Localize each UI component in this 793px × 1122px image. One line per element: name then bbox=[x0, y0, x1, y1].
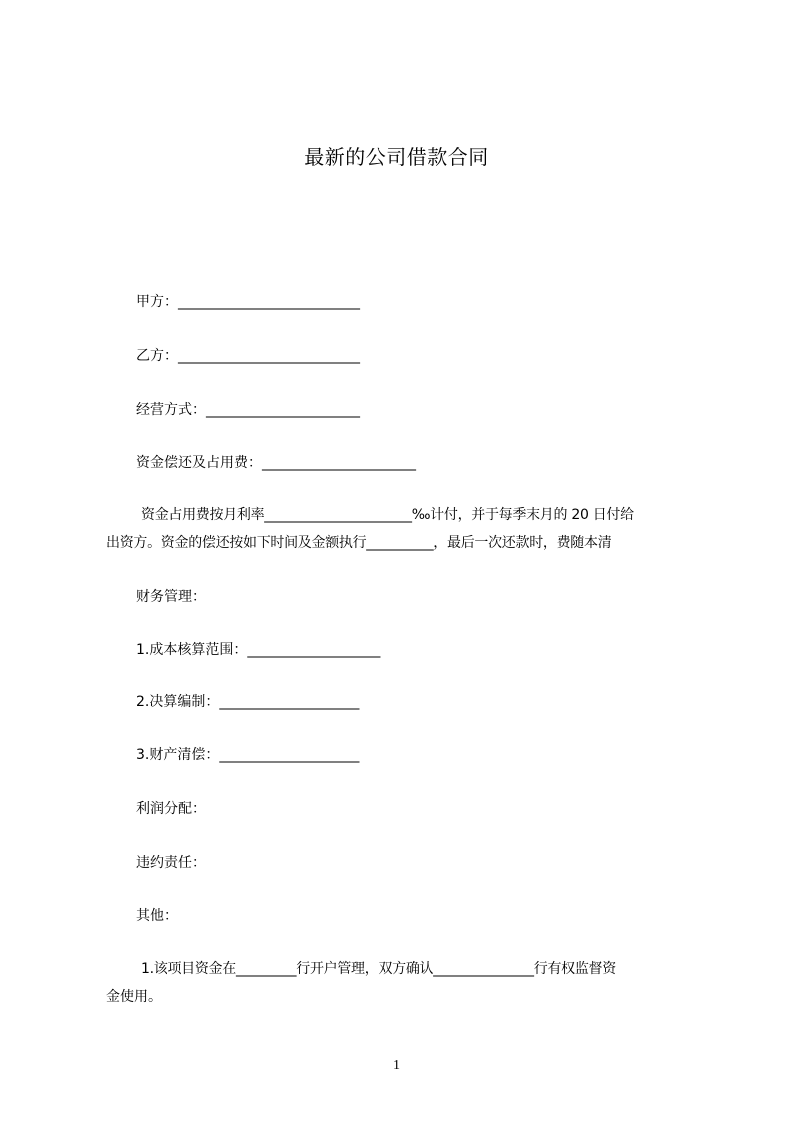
profit-heading: 利润分配： bbox=[136, 801, 206, 817]
paragraph-line-2: 出资方。资金的偿还按如下时间及金额执行__________，最后一次还款时，费随本清 bbox=[106, 535, 612, 551]
breach-heading: 违约责任： bbox=[136, 855, 206, 871]
other-line-1: 1.该项目资金在_________行开户管理，双方确认_______________行有权监督资 bbox=[141, 961, 616, 977]
page-number: 1 bbox=[393, 1058, 400, 1073]
party-a-line: 甲方：__________________________ bbox=[136, 294, 360, 310]
finance-item-2: 2.决算编制：____________________ bbox=[136, 694, 360, 710]
business-mode-line: 经营方式：______________________ bbox=[136, 402, 360, 418]
document-title: 最新的公司借款合同 bbox=[304, 145, 489, 169]
other-heading: 其他： bbox=[136, 908, 178, 924]
finance-item-3: 3.财产清偿：____________________ bbox=[136, 747, 360, 763]
finance-item-1: 1.成本核算范围：___________________ bbox=[136, 642, 381, 658]
other-line-2: 金使用。 bbox=[106, 989, 162, 1005]
repayment-heading: 资金偿还及占用费：______________________ bbox=[136, 455, 416, 471]
finance-heading: 财务管理： bbox=[136, 589, 206, 605]
party-b-line: 乙方：__________________________ bbox=[136, 348, 360, 364]
paragraph-line-1: 资金占用费按月利率______________________‰计付，并于每季末月的 20 日付给 bbox=[141, 507, 634, 523]
